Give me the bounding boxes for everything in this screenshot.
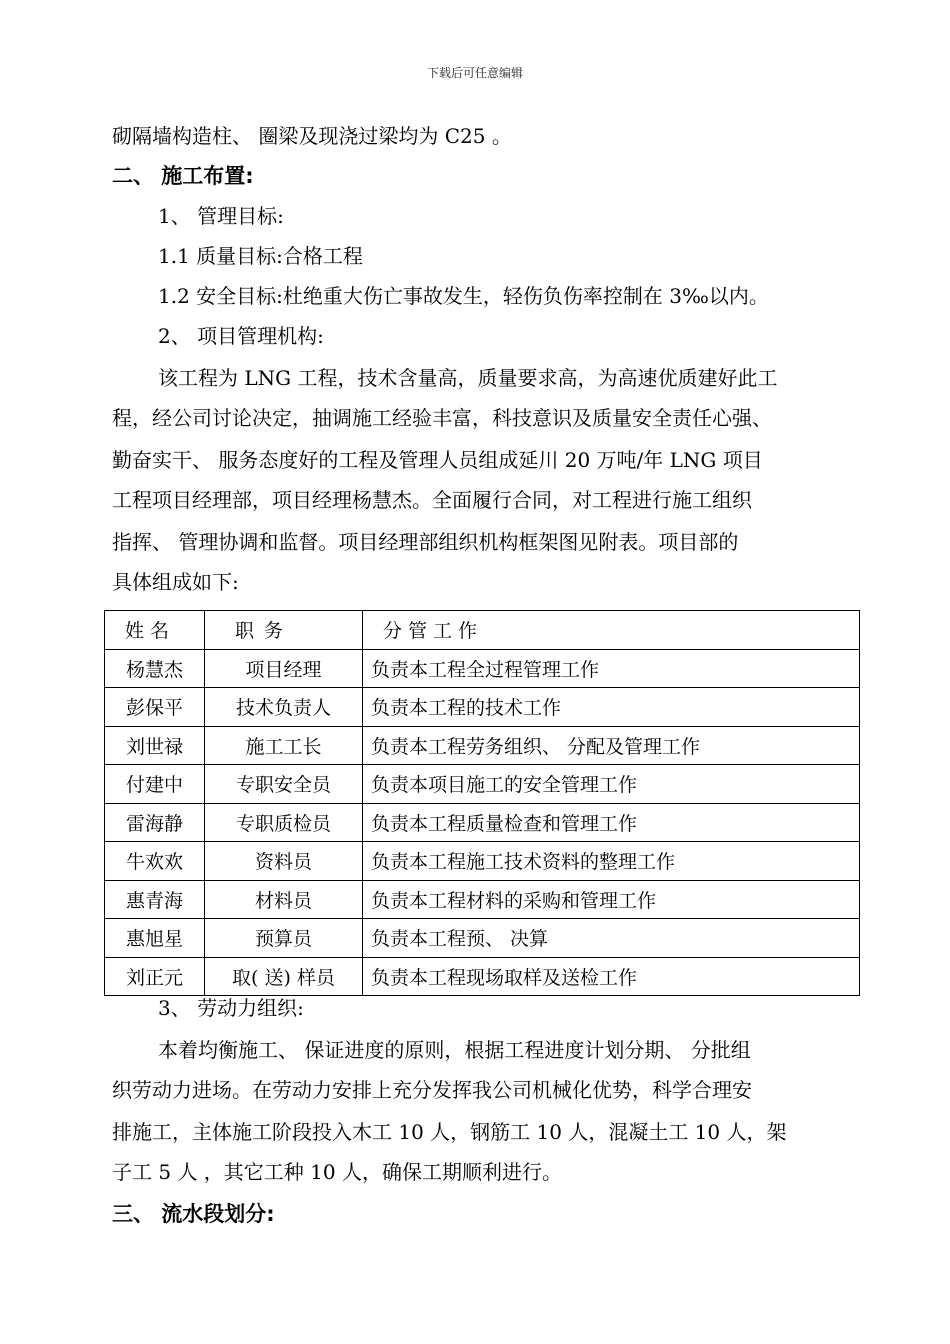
column-header-position: 职务 bbox=[205, 611, 363, 650]
page-header-note: 下载后可任意编辑 bbox=[426, 66, 523, 80]
cell-name: 付建中 bbox=[105, 765, 205, 804]
cell-name: 彭保平 bbox=[105, 688, 205, 727]
paragraph-line: 子工 5 人 ，其它工种 10 人，确保工期顺利进行。 bbox=[112, 1160, 562, 1184]
cell-name: 牛欢欢 bbox=[105, 842, 205, 881]
paragraph-line: 本着均衡施工、 保证进度的原则，根据工程进度计划分期、 分批组 bbox=[158, 1038, 751, 1062]
paragraph-line: 该工程为 LNG 工程，技术含量高，质量要求高，为高速优质建好此工 bbox=[158, 366, 778, 390]
paragraph-line: 指挥、 管理协调和监督。项目经理部组织机构框架图见附表。项目部的 bbox=[112, 530, 739, 554]
table-row bbox=[105, 649, 860, 688]
list-subitem: 1.1 质量目标:合格工程 bbox=[158, 244, 363, 268]
list-item-heading: 2、 项目管理机构: bbox=[158, 324, 324, 348]
cell-duty: 负责本工程预、 决算 bbox=[363, 919, 860, 958]
cell-duty: 负责本工程质量检查和管理工作 bbox=[363, 803, 860, 842]
table-row bbox=[105, 919, 860, 958]
cell-duty: 负责本工程的技术工作 bbox=[363, 688, 860, 727]
cell-name: 杨慧杰 bbox=[105, 649, 205, 688]
table-row bbox=[105, 957, 860, 996]
cell-name: 惠旭星 bbox=[105, 919, 205, 958]
cell-duty: 负责本工程劳务组织、 分配及管理工作 bbox=[363, 726, 860, 765]
cell-position: 项目经理 bbox=[205, 649, 363, 688]
column-header-duty: 分管工作 bbox=[363, 611, 860, 650]
cell-position: 施工工长 bbox=[205, 726, 363, 765]
section-heading: 三、 流水段划分: bbox=[112, 1202, 275, 1226]
cell-duty: 负责本工程全过程管理工作 bbox=[363, 649, 860, 688]
table-row bbox=[105, 880, 860, 919]
table-header-row bbox=[105, 611, 860, 650]
cell-duty: 负责本工程现场取样及送检工作 bbox=[363, 957, 860, 996]
paragraph-line: 织劳动力进场。在劳动力安排上充分发挥我公司机械化优势，科学合理安 bbox=[112, 1078, 752, 1102]
table-row bbox=[105, 803, 860, 842]
cell-position: 资料员 bbox=[205, 842, 363, 881]
table-row bbox=[105, 688, 860, 727]
cell-duty: 负责本工程材料的采购和管理工作 bbox=[363, 880, 860, 919]
list-item-heading: 1、 管理目标: bbox=[158, 204, 284, 228]
table-row bbox=[105, 842, 860, 881]
cell-position: 专职质检员 bbox=[205, 803, 363, 842]
column-header-name: 姓名 bbox=[105, 611, 205, 650]
paragraph-line: 砌隔墙构造柱、 圈梁及现浇过梁均为 C25 。 bbox=[112, 124, 512, 148]
section-heading: 二、 施工布置: bbox=[112, 164, 254, 188]
cell-name: 刘世禄 bbox=[105, 726, 205, 765]
table-row bbox=[105, 726, 860, 765]
table-row bbox=[105, 765, 860, 804]
paragraph-line: 工程项目经理部，项目经理杨慧杰。全面履行合同，对工程进行施工组织 bbox=[112, 488, 752, 512]
cell-position: 技术负责人 bbox=[205, 688, 363, 727]
cell-name: 刘正元 bbox=[105, 957, 205, 996]
staff-table bbox=[104, 610, 860, 996]
paragraph-line: 勤奋实干、 服务态度好的工程及管理人员组成延川 20 万吨/年 LNG 项目 bbox=[112, 448, 763, 472]
cell-name: 惠青海 bbox=[105, 880, 205, 919]
cell-duty: 负责本项目施工的安全管理工作 bbox=[363, 765, 860, 804]
paragraph-line: 排施工，主体施工阶段投入木工 10 人，钢筋工 10 人，混凝土工 10 人，架 bbox=[112, 1120, 787, 1144]
cell-duty: 负责本工程施工技术资料的整理工作 bbox=[363, 842, 860, 881]
cell-position: 材料员 bbox=[205, 880, 363, 919]
paragraph-line: 程，经公司讨论决定，抽调施工经验丰富，科技意识及质量安全责任心强、 bbox=[112, 406, 772, 430]
list-subitem: 1.2 安全目标:杜绝重大伤亡事故发生，轻伤负伤率控制在 3‰以内。 bbox=[158, 284, 769, 308]
list-item-heading: 3、 劳动力组织: bbox=[158, 996, 304, 1020]
cell-name: 雷海静 bbox=[105, 803, 205, 842]
cell-position: 预算员 bbox=[205, 919, 363, 958]
cell-position: 取( 送) 样员 bbox=[205, 957, 363, 996]
cell-position: 专职安全员 bbox=[205, 765, 363, 804]
paragraph-line: 具体组成如下: bbox=[112, 570, 239, 594]
